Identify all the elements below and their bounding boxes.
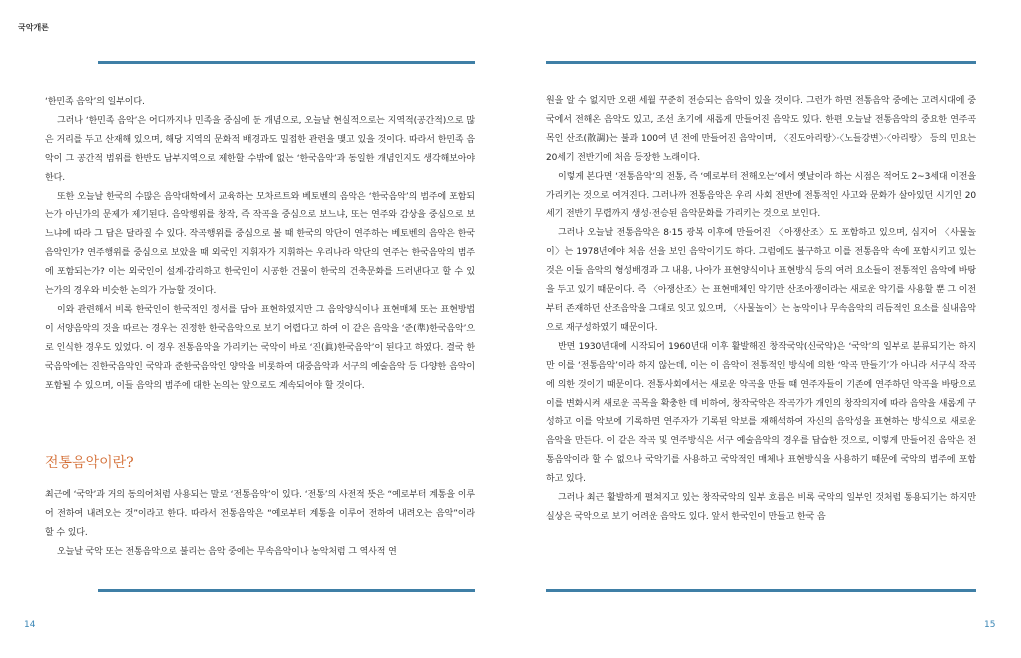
bottom-rule-right xyxy=(546,589,976,592)
paragraph: 그러나 오늘날 전통음악은 8·15 광복 이후에 만들어진 〈아쟁산조〉도 포함하고 있으며, 심지어 〈사물놀이〉는 1978년에야 처음 선을 보인 음악이기도 하다. 그럼에도 불구하고 이를 전통음악 속에 포함시키고 있는 것은 이들 음악의 형성배경과 그 내용, 나아가 표현양식이나 표현방식 등의 여러 요소들이 전통적인 음악에 바탕을 두고 있기 때문이다. 즉 〈아쟁산조〉는 표현매체인 악기만 산조아쟁이라는 새로운 악기를 사용할 뿐 그 이전부터 존재하던 산조음악을 그대로 잇고 있으며, 〈사물놀이〉는 농악이나 무속음악의 리듬적인 요소를 실내음악으로 재구성하였기 때문이다. xyxy=(546,228,976,333)
paragraph: 이와 관련해서 비록 한국인이 한국적인 정서를 담아 표현하였지만 그 음악양식이나 표현매체 또는 표현방법이 서양음악의 것을 따르는 경우는 진정한 한국음악으로 보기 어렵다고 하여 이 같은 음악을 ‘준(準)한국음악’으로 인식한 경우도 있었다. 이 경우 전통음악을 가리키는 국악이 바로 ‘진(眞)한국음악’이 된다고 하였다. 결국 한국음악에는 진한국음악인 국악과 준한국음악인 양악을 비롯하여 대중음악과 서구의 예술음악 등 다양한 음악이 포함될 수 있으며, 이들 음악의 범주에 대한 논의는 앞으로도 계속되어야 할 것이다. xyxy=(45,304,475,391)
paragraph: 오늘날 국악 또는 전통음악으로 불리는 음악 중에는 무속음악이나 농악처럼 그 역사적 연 xyxy=(57,546,397,557)
top-rule-right xyxy=(546,61,976,64)
paragraph: 그러나 ‘한민족 음악’은 어디까지나 민족을 중심에 둔 개념으로, 오늘날 현실적으로는 지역적(공간적)으로 많은 거리를 두고 산재해 있으며, 해당 지역의 문화적 배경과도 밀접한 관련을 맺고 있을 것이다. 따라서 한민족 음악이 그 공간적 범위를 한반도 남부지역으로 제한할 수밖에 없는 ‘한국음악’과 동일한 개념인지도 생각해보아야 한다. xyxy=(45,115,475,183)
paragraph: 또한 오늘날 한국의 수많은 음악대학에서 교육하는 모차르트와 베토벤의 음악은 ‘한국음악’의 범주에 포함되는가 아닌가의 문제가 제기된다. 음악행위를 창작, 즉 작곡을 중심으로 보느냐, 또는 연주와 감상을 중심으로 보느냐에 따라 그 답은 달라질 수 있다. 작곡행위를 중심으로 볼 때 한국의 악단이 연주하는 베토벤의 음악은 한국음악인가? 연주행위를 중심으로 보았을 때 외국인 지휘자가 지휘하는 우리나라 악단의 연주는 한국음악의 범주에 포함되는가? 이는 외국인이 설계·감리하고 한국인이 시공한 건물이 한국의 건축문화를 드러낸다고 할 수 있는가의 경우와 비슷한 논의가 가능할 것이다. xyxy=(45,191,475,297)
paragraph: 그러나 최근 활발하게 펼쳐지고 있는 창작국악의 일부 흐름은 비록 국악의 일부인 것처럼 통용되기는 하지만 실상은 국악으로 보기 어려운 음악도 있다. 앞서 한국인이 만들고 한국 음 xyxy=(546,493,976,522)
paragraph: 반면 1930년대에 시작되어 1960년대 이후 활발해진 창작국악(신국악)은 ‘국악’의 일부로 분류되기는 하지만 이를 ‘전통음악’이라 하지 않는데, 이는 이 음악이 전통적인 방식에 의한 ‘악곡 만들기’가 아니라 서구식 작곡에 의한 것이기 때문이다. 전통사회에서는 새로운 악곡을 만들 때 연주자들이 기존에 연주하던 악곡을 바탕으로 이를 변화시켜 새로운 곡목을 확충한 데 비하여, 창작국악은 작곡가가 개인의 창작의지에 따라 음악을 새롭게 구성하고 이를 악보에 기록하면 연주자가 기록된 악보를 재해석하여 자신의 음악성을 표현하는 방식으로 새로운 음악을 만든다. 이 같은 작곡 및 연주방식은 서구 예술음악의 경우를 답습한 것으로, 이렇게 만들어진 음악은 전통음악이라 할 수 없으나 국악기를 사용하고 국악적인 매체나 표현방식을 사용하기 때문에 국악의 범주에 포함하고 있다. xyxy=(546,341,976,485)
bottom-rule-left xyxy=(98,589,475,592)
paragraph: 이렇게 본다면 ‘전통음악’의 전통, 즉 ‘예로부터 전해오는’에서 옛날이라 하는 시점은 적어도 2~3세대 이전을 가리키는 것으로 여겨진다. 그러나까 전통음악은 우리 사회 전반에 전통적인 사고와 문화가 살아있던 시기인 20세기 전반기 무렵까지 생성·전승된 음악문화를 가리키는 것으로 보인다. xyxy=(546,171,976,220)
left-page-body xyxy=(45,93,475,396)
paragraph: 최근에 ‘국악’과 거의 동의어처럼 사용되는 말로 ‘전통음악’이 있다. ‘전통’의 사전적 뜻은 “예로부터 계통을 이루어 전하여 내려오는 것”이라고 한다. 따라서 전통음악은 “예로부터 계통을 이루어 전하여 내려오는 음악”이라 할 수 있다. xyxy=(45,490,475,538)
page-number-left: 14 xyxy=(24,620,36,630)
page-number-right: 15 xyxy=(984,620,996,630)
paragraph: ‘한민족 음악’의 일부이다. xyxy=(45,97,145,107)
paragraph: 원을 알 수 없지만 오랜 세월 꾸준히 전승되는 음악이 있을 것이다. 그런가 하면 전통음악 중에는 고려시대에 중국에서 전해온 음악도 있고, 조선 초기에 새롭게 만들어진 음악도 있다. 한편 오늘날 전통음악의 중요한 연주곡목인 산조(散調)는 불과 100여 년 전에 만들어진 음악이며, 〈진도아리랑〉·〈노들강변〉·〈아리랑〉 등의 민요는 20세기 전반기에 처음 등장한 노래이다. xyxy=(546,96,976,163)
section-title: 전통음악이란? xyxy=(45,455,134,471)
running-head: 국악개론 xyxy=(18,23,49,32)
top-rule-left xyxy=(98,61,475,64)
left-page-body-lower xyxy=(45,486,475,562)
right-page-body xyxy=(546,92,976,527)
